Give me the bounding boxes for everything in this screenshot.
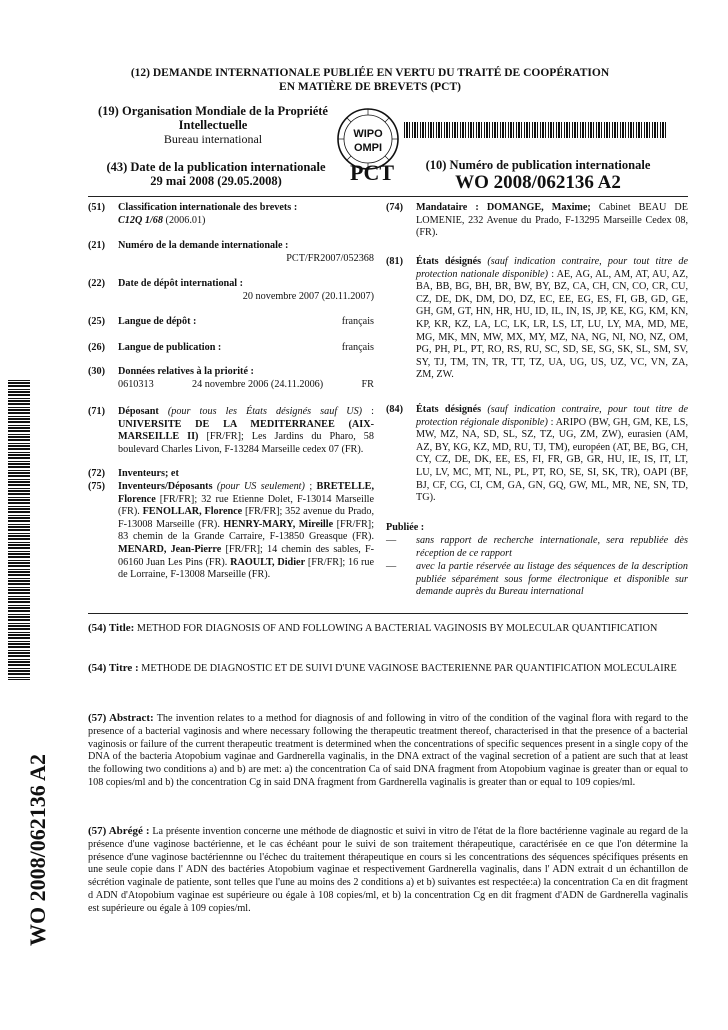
publication-date-value: 29 mai 2008 (29.05.2008) [150,174,282,188]
priority-date: 24 novembre 2006 (24.11.2006) [191,378,324,390]
agent-address: Cabinet BEAU DE LOMENIE, 232 Avenue du Prado, F-13295 Marseille Cedex 08, (FR). [416,202,688,239]
abstract-french-label: (57) Abrégé : [88,825,150,837]
organisation-block [98,104,328,146]
field-71 [88,406,374,456]
field-51-value: C12Q 1/68 [118,214,163,226]
published-note-2-text: avec la partie réservée au listage des séquences de la description publiée séparément sous forme électronique et disponible sur demande auprès du Bureau international [416,561,688,598]
field-26-value: français [341,342,374,353]
publication-number-label: (10) Numéro de publication internationale [425,158,651,172]
inventor-1-address: [FR/FR]; 32 rue Etienne Dolet, F-13014 Marseille (FR). [118,493,374,518]
field-71-colon: : [371,406,375,417]
inventor-1-name: BRETELLE, Florence [118,481,375,505]
field-25-value: français [341,316,374,327]
field-21-label: Numéro de la demande internationale : [118,240,289,251]
inventor-3-name: HENRY-MARY, Mireille [223,518,334,530]
published-label: Publiée : [386,522,425,533]
title-english-label: (54) Title: [88,622,135,634]
field-75-colon: ; [309,481,313,492]
title-english-text: METHOD FOR DIAGNOSIS OF AND FOLLOWING A BACTERIAL VAGINOSIS BY MOLECULAR QUANTIFICATION [136,623,658,634]
field-84-note: (sauf indication contraire, pour tout titre de protection régionale disponible) [416,404,688,428]
field-22 [88,278,374,303]
field-22-label: Date de dépôt international : [118,278,244,289]
field-71-number: (71) [88,406,105,417]
seal-text-top: WIPO [353,128,383,140]
field-84-number: (84) [386,404,403,415]
national-states-list: : AE, AG, AL, AM, AT, AU, AZ, BA, BB, BG, BH, BR, BW, BY, BZ, CA, CH, CN, CO, CR, CU, CZ, DE, DK, DM, DO, DZ, EC, EE, EG, ES, FI, GB, GD, GE, GH, GM, GT, HN, HR, HU, ID, IL, IN, IS, JP, KE, KG, KM, KN, KP, KR, KZ, LA, LC, LK, LR, LS, LT, LU, LY, MA, MD, ME, MG, MK, MN, MW, MX, MY, MZ, NA, NG, NI, NO, NZ, OM, PG, PH, PL, PT, RO, RS, RU, SC, SD, SE, SG, SK, SL, SM, SV, SY, TJ, TM, TN, TR, TT, TZ, UA, UG, US, UZ, VC, VN, ZA, ZM, ZW. [416,268,689,381]
inventor-2-name: FENOLLAR, Florence [142,506,243,518]
inventor-4-address: [FR/FR]; 14 chemin des sables, F-06160 Juan Les Pins (FR). [118,543,375,568]
field-75 [88,481,374,582]
field-26-label: Langue de publication : [118,342,222,353]
field-81-note: (sauf indication contraire, pour tout titre de protection nationale disponible) [416,256,688,280]
field-81 [386,256,688,382]
title-english [88,622,688,636]
seal-text-bottom: OMPI [353,142,383,154]
org-bureau: Bureau international [163,132,263,146]
abstract-english-text: The invention relates to a method for diagnosis of and following in vitro of the condition of the vaginal flora with regard to the presence of a bacterial vaginosis and where necessary following the therapeutic treatment thereof, characterised in that the presence of a bacterial vaginosis or failure of the current therapeutic treatment is determined when the concentrations of specific sequences present in a single copy of the DNA of the bacteria Atopobium vaginae and Gardnerella vaginalis, in the DNA extract of the vaginal secretion of a patient are such that at least the following two conditions a) and b) are met: a) the concentration Ca of said DNA fragment from Atopobium vaginae is greater than or equal to 108 copies/ml and b) the concentration Cg in said DNA fragment from Gardnerella vaginalis is greater than or equal to 109 copies/ml. [88,713,688,788]
title-french [88,662,688,676]
published-note-1-text: sans rapport de recherche internationale, sera republiée dès réception de ce rapport [416,535,688,559]
field-26-number: (26) [88,342,105,353]
field-81-label: États désignés [416,256,482,267]
field-25-label: Langue de dépôt : [118,316,197,327]
field-51-version: (2006.01) [165,214,206,226]
field-21 [88,240,374,265]
abstract-english-label: (57) Abstract: [88,712,154,724]
field-75-note: (pour US seulement) [216,481,305,492]
applicant-address: [FR/FR]; Les Jardins du Pharo, 58 boulevard Charles Livon, F-13284 Marseille cedex 07 (FR). [118,431,374,455]
published-note-1 [386,535,688,560]
side-barcode [8,380,30,680]
publication-date-label: (43) Date de la publication internationale [106,160,326,174]
field-25-number: (25) [88,316,105,327]
title-divider-top [88,613,688,614]
inventor-3-address: [FR/FR]; 83 chemin de la Grande Carraire, F-13850 Greasque (FR). [118,518,375,543]
publication-number: WO 2008/062136 A2 [455,172,621,193]
field-84 [386,404,688,505]
inventor-2-address: [FR/FR]; 352 avenue du Prado, F-13008 Marseille (FR). [118,506,375,530]
agent-name: DOMANGE, Maxime; [486,202,591,213]
title-french-text: METHODE DE DIAGNOSTIC ET DE SUIVI D'UNE VAGINOSE BACTERIENNE PAR QUANTIFICATION MOLECULAIRE [141,663,677,674]
top-barcode [404,122,666,138]
right-column [386,202,688,612]
priority-number: 0610313 [118,378,154,390]
field-72 [88,468,374,481]
field-25 [88,316,374,329]
field-30 [88,366,374,391]
field-30-number: (30) [88,366,105,377]
applicant-name: UNIVERSITE DE LA MEDITERRANEE (AIX-MARSEILLE II) [118,418,374,443]
field-22-value: 20 novembre 2007 (20.11.2007) [242,290,374,302]
field-30-label: Données relatives à la priorité : [118,366,254,377]
title-french-label: (54) Titre : [88,662,139,674]
org-name-line-2: Intellectuelle [178,118,248,132]
field-21-number: (21) [88,240,105,251]
document-header [100,66,640,94]
field-51-label: Classification internationale des brevets : [118,202,298,213]
field-75-label: Inventeurs/Déposants [118,481,213,492]
field-51 [88,202,374,227]
published-note-2 [386,561,688,599]
regional-states-list: : ARIPO (BW, GH, GM, KE, LS, MW, MZ, NA, SD, SL, SZ, TZ, UG, ZM, ZW), eurasien (AM, AZ, BY, KG, KZ, MD, RU, TJ, TM), européen (AT, BE, BG, CH, CY, CZ, DE, DK, EE, ES, FI, FR, GB, GR, HU, IE, IS, IT, LT, LU, LV, MC, MT, NL, PL, PT, RO, SE, SI, SK, TR), OAPI (BF, BJ, CF, CG, CI, CM, GA, GN, GQ, GW, ML, MR, NE, SN, TD, TG). [416,416,688,504]
field-74 [386,202,688,240]
field-21-value: PCT/FR2007/052368 [286,252,374,264]
abstract-french-text: La présente invention concerne une méthode de diagnostic et suivi in vitro de l'état de la flore bactérienne vaginale au regard de la présence d'une vaginose bactérienne, et le cas échéant pour le suivi de son traitement thérapeutique, caractérisée en ce que l'on détermine la présence d'une vaginose bactériennne ou l'échec du traitement thérapeutique en cours si les concentrations des séquences spécifiques présents en une seule copie dans l' ADN des bactéries Atopobium vaginae et respectivement Gardnerella vaginalis, dans l' ADN extrait d un échantillon de sécrétion vaginale de patiente, sont telles que l'une au moins des 2 conditions a) et b) suivantes est respectée:a) la concentration Ca en dit fragment d ADN d'Atopobium vaginae est supérieure ou égale à 108 copies/ml, et b) la concentration Cg en dit fragment d'ADN de Gardnerella vaginalis est supérieure ou égale à 109 copies/ml. [88,826,689,914]
bullet-dash-2: — [386,561,397,572]
field-74-number: (74) [386,202,403,213]
inventor-5-address: [FR/FR]; 16 rue de Lorraine, F-13008 Marseille (FR). [118,556,375,581]
field-26 [88,342,374,355]
header-divider [88,196,688,197]
field-71-label: Déposant [118,406,159,417]
field-81-number: (81) [386,256,403,267]
field-74-label: Mandataire : [416,202,479,213]
pct-mark: PCT [350,160,394,185]
header-line-2: EN MATIÈRE DE BREVETS (PCT) [279,81,461,93]
abstract-french [88,825,688,916]
publication-date-block [96,160,336,188]
inventor-5-name: RAOULT, Didier [230,556,306,568]
priority-country: FR [361,378,374,390]
field-84-label: États désignés [416,404,482,415]
org-name-line-1: (19) Organisation Mondiale de la Propriété [98,104,328,118]
field-72-number: (72) [88,468,105,479]
left-column [88,202,374,612]
field-72-label: Inventeurs; et [118,468,179,479]
header-line-1: (12) DEMANDE INTERNATIONALE PUBLIÉE EN VERTU DU TRAITÉ DE COOPÉRATION [130,67,610,79]
inventor-4-name: MENARD, Jean-Pierre [118,543,222,555]
field-71-note: (pour tous les États désignés sauf US) [167,406,363,417]
side-publication-number: WO 2008/062136 A2 [25,754,50,946]
abstract-english [88,712,688,790]
bullet-dash-1: — [386,535,397,546]
field-75-number: (75) [88,481,105,492]
field-22-number: (22) [88,278,105,289]
field-51-number: (51) [88,202,105,213]
